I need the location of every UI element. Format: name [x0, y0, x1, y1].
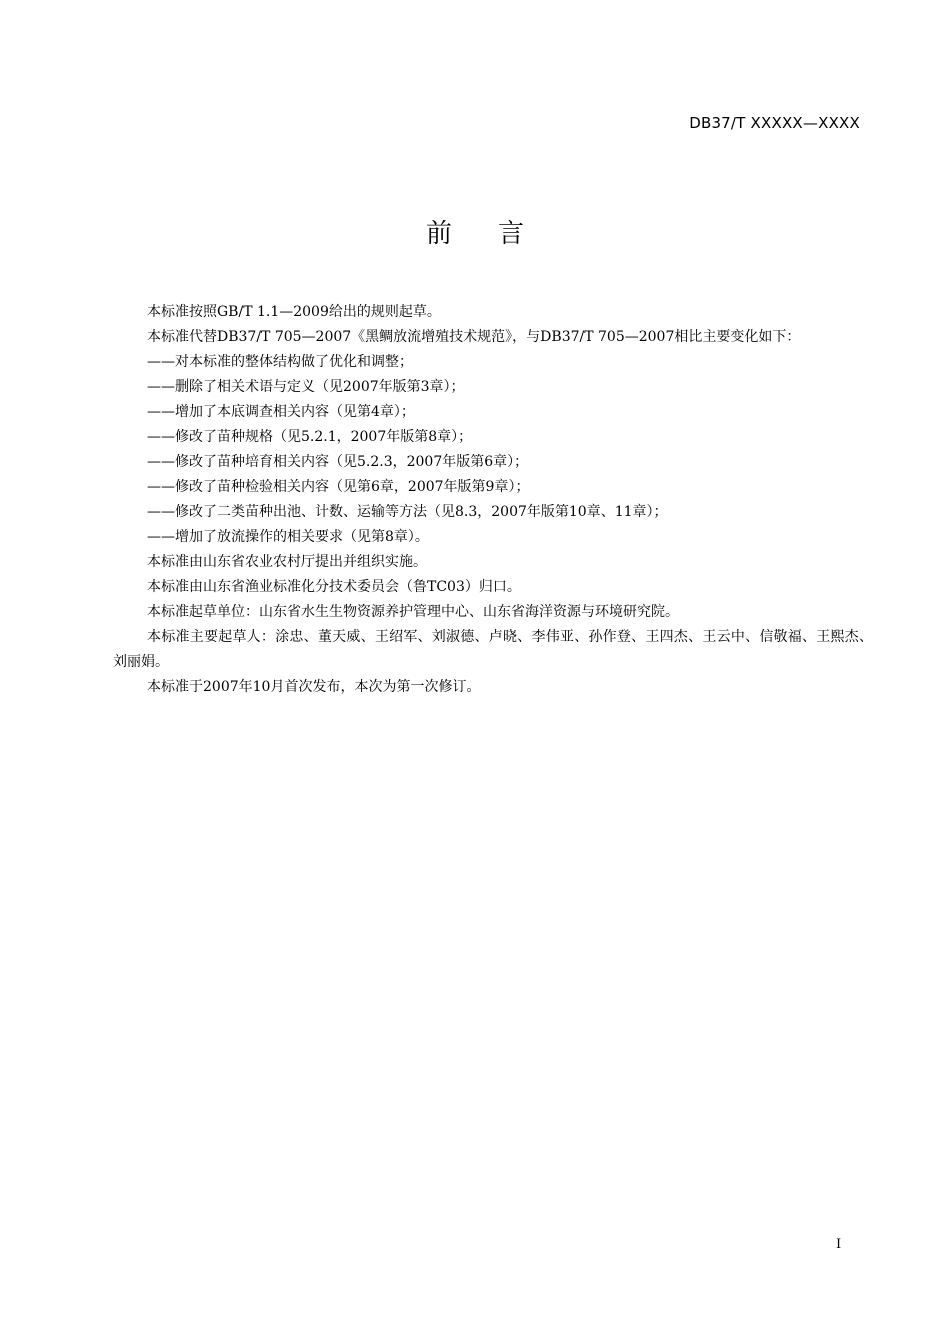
page-number: I: [836, 1237, 842, 1252]
paragraph-drafters: 本标准主要起草人：涂忠、董天威、王绍军、刘淑德、卢晓、李伟亚、孙作登、王四杰、王云中、信敬福、王熙杰、刘丽娟。: [113, 629, 873, 670]
change-item: ——增加了本底调查相关内容（见第4章）；: [147, 404, 415, 420]
document-code: DB37/T XXXXX—XXXX: [689, 114, 860, 132]
page-title: 前言: [425, 219, 570, 249]
paragraph-proposer: 本标准由山东省农业农村厅提出并组织实施。: [147, 554, 427, 570]
paragraph-replacement: 本标准代替DB37/T 705—2007《黑鲷放流增殖技术规范》，与DB37/T 705—2007相比主要变化如下：: [147, 329, 801, 345]
change-item: ——修改了苗种检验相关内容（见第6章，2007年版第9章）；: [147, 479, 530, 495]
paragraph-drafting-units: 本标准起草单位：山东省水生生物资源养护管理中心、山东省海洋资源与环境研究院。: [147, 604, 679, 620]
paragraph-release-history: 本标准于2007年10月首次发布，本次为第一次修订。: [147, 679, 481, 695]
change-item: ——对本标准的整体结构做了优化和调整；: [147, 354, 413, 370]
paragraph-committee: 本标准由山东省渔业标准化分技术委员会（鲁TC03）归口。: [147, 579, 521, 595]
change-item: ——修改了二类苗种出池、计数、运输等方法（见8.3，2007年版第10章、11章）；: [147, 504, 668, 520]
paragraph-drafting-rules: 本标准按照GB/T 1.1—2009给出的规则起草。: [147, 304, 441, 320]
change-item: ——修改了苗种规格（见5.2.1，2007年版第8章）；: [147, 429, 473, 445]
change-item: ——增加了放流操作的相关要求（见第8章）。: [147, 529, 429, 545]
foreword-body: [113, 300, 873, 700]
change-item: ——删除了相关术语与定义（见2007年版第3章）；: [147, 379, 465, 395]
change-item: ——修改了苗种培育相关内容（见5.2.3，2007年版第6章）；: [147, 454, 529, 470]
